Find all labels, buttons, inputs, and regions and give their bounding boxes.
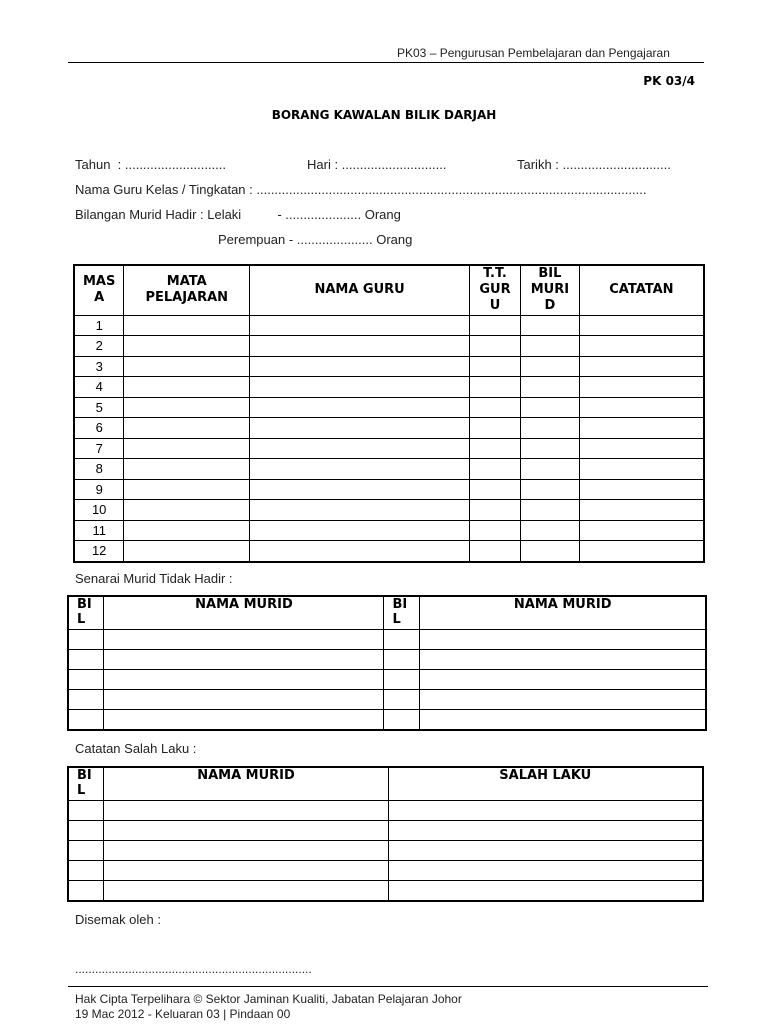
misconduct-cell (388, 800, 703, 820)
absent-row (68, 649, 706, 669)
field-perempuan: Perempuan - ..................... Orang (218, 232, 413, 247)
absent-cell (384, 649, 420, 669)
timetable-cell (579, 541, 704, 562)
timetable-cell (124, 438, 250, 459)
col-nama-guru: NAMA GURU (250, 265, 470, 315)
col-masa: MAS A (74, 265, 124, 315)
period-number: 12 (74, 541, 124, 562)
period-number: 11 (74, 520, 124, 541)
col-tt-guru: T.T. GUR U (470, 265, 521, 315)
label-catatan-salah-laku: Catatan Salah Laku : (75, 741, 197, 756)
period-number: 9 (74, 479, 124, 500)
timetable-cell (250, 377, 470, 398)
period-number: 2 (74, 336, 124, 357)
misconduct-table (67, 766, 704, 902)
timetable-row (74, 500, 704, 521)
absent-cell (420, 649, 706, 669)
footer-version: 19 Mac 2012 - Keluaran 03 | Pindaan 00 (75, 1007, 291, 1021)
timetable-cell (520, 479, 579, 500)
timetable-row (74, 520, 704, 541)
col-nama-murid-1: NAMA MURID (104, 596, 384, 629)
timetable-cell (250, 500, 470, 521)
misconduct-cell (388, 860, 703, 880)
timetable-cell (250, 438, 470, 459)
timetable-cell (520, 315, 579, 336)
col-mata-pelajaran: MATA PELAJARAN (124, 265, 250, 315)
timetable-cell (124, 459, 250, 480)
timetable-cell (124, 336, 250, 357)
timetable-cell (470, 479, 521, 500)
timetable-cell (124, 315, 250, 336)
timetable-cell (579, 397, 704, 418)
timetable-cell (124, 418, 250, 439)
misconduct-cell (104, 860, 388, 880)
absent-cell (420, 629, 706, 649)
col-bil-murid: BIL MURI D (520, 265, 579, 315)
misconduct-row (68, 880, 703, 901)
misconduct-cell (68, 800, 104, 820)
timetable-cell (470, 438, 521, 459)
misconduct-cell (388, 840, 703, 860)
misconduct-row (68, 800, 703, 820)
period-number: 10 (74, 500, 124, 521)
period-number: 1 (74, 315, 124, 336)
timetable-row (74, 315, 704, 336)
absent-cell (104, 669, 384, 689)
timetable-row (74, 541, 704, 562)
period-number: 8 (74, 459, 124, 480)
timetable-cell (250, 520, 470, 541)
timetable-cell (124, 541, 250, 562)
timetable-cell (520, 377, 579, 398)
timetable-cell (470, 459, 521, 480)
timetable-cell (470, 336, 521, 357)
timetable-row (74, 459, 704, 480)
absent-cell (420, 669, 706, 689)
absent-cell (420, 689, 706, 709)
misconduct-cell (68, 880, 104, 901)
timetable-cell (124, 377, 250, 398)
absent-cell (384, 689, 420, 709)
col-bil-1: BI L (68, 596, 104, 629)
col-bil-2: BI L (384, 596, 420, 629)
timetable-row (74, 438, 704, 459)
absent-cell (68, 629, 104, 649)
form-title: BORANG KAWALAN BILIK DARJAH (271, 108, 497, 122)
misconduct-cell (104, 820, 388, 840)
timetable-cell (470, 377, 521, 398)
timetable-cell (520, 418, 579, 439)
timetable-header-row (74, 265, 704, 315)
timetable-cell (470, 397, 521, 418)
absent-students-table (67, 595, 707, 731)
misconduct-cell (68, 860, 104, 880)
misconduct-header-row (68, 767, 703, 800)
timetable-cell (124, 520, 250, 541)
label-senarai-tidak-hadir: Senarai Murid Tidak Hadir : (75, 571, 233, 586)
absent-header-row (68, 596, 706, 629)
timetable-cell (520, 500, 579, 521)
timetable-cell (470, 520, 521, 541)
timetable-cell (250, 418, 470, 439)
absent-cell (384, 629, 420, 649)
period-number: 6 (74, 418, 124, 439)
timetable-row (74, 397, 704, 418)
timetable-cell (250, 459, 470, 480)
timetable-table (73, 264, 705, 563)
absent-cell (68, 689, 104, 709)
col-catatan: CATATAN (579, 265, 704, 315)
timetable-cell (124, 500, 250, 521)
timetable-cell (124, 356, 250, 377)
timetable-cell (579, 520, 704, 541)
col-nama-murid: NAMA MURID (104, 767, 388, 800)
misconduct-row (68, 820, 703, 840)
timetable-cell (250, 397, 470, 418)
header-text: PK03 – Pengurusan Pembelajaran dan Pengajaran (397, 46, 670, 60)
field-hari: Hari : ............................. (307, 157, 447, 172)
timetable-cell (579, 479, 704, 500)
footer-copyright: Hak Cipta Terpelihara © Sektor Jaminan Kualiti, Jabatan Pelajaran Johor (75, 992, 462, 1006)
misconduct-cell (388, 880, 703, 901)
misconduct-cell (68, 820, 104, 840)
timetable-cell (250, 356, 470, 377)
timetable-cell (579, 459, 704, 480)
timetable-cell (520, 459, 579, 480)
label-disemak-oleh: Disemak oleh : (75, 912, 161, 927)
timetable-cell (579, 500, 704, 521)
timetable-cell (520, 438, 579, 459)
signature-line: ....................................................................... (75, 962, 312, 976)
col-salah-laku: SALAH LAKU (388, 767, 703, 800)
timetable-cell (579, 418, 704, 439)
absent-cell (104, 649, 384, 669)
absent-cell (68, 709, 104, 730)
timetable-row (74, 479, 704, 500)
timetable-cell (470, 541, 521, 562)
period-number: 4 (74, 377, 124, 398)
timetable-cell (520, 356, 579, 377)
absent-cell (104, 689, 384, 709)
timetable-cell (124, 397, 250, 418)
field-tarikh: Tarikh : .............................. (517, 157, 671, 172)
absent-row (68, 689, 706, 709)
timetable-cell (579, 438, 704, 459)
absent-row (68, 669, 706, 689)
timetable-cell (470, 356, 521, 377)
absent-cell (420, 709, 706, 730)
misconduct-cell (68, 840, 104, 860)
absent-cell (384, 669, 420, 689)
misconduct-cell (104, 880, 388, 901)
timetable-row (74, 336, 704, 357)
timetable-cell (470, 500, 521, 521)
form-code: PK 03/4 (643, 74, 695, 88)
misconduct-row (68, 860, 703, 880)
timetable-cell (470, 315, 521, 336)
col-bil: BI L (68, 767, 104, 800)
absent-cell (68, 669, 104, 689)
timetable-cell (579, 336, 704, 357)
timetable-row (74, 377, 704, 398)
timetable-cell (250, 541, 470, 562)
field-bilangan-lelaki: Bilangan Murid Hadir : Lelaki - ..................... Orang (75, 207, 401, 222)
timetable-cell (579, 377, 704, 398)
timetable-cell (250, 315, 470, 336)
timetable-cell (579, 315, 704, 336)
timetable-cell (520, 520, 579, 541)
misconduct-cell (104, 840, 388, 860)
absent-cell (68, 649, 104, 669)
timetable-cell (250, 336, 470, 357)
timetable-cell (470, 418, 521, 439)
period-number: 7 (74, 438, 124, 459)
timetable-cell (520, 336, 579, 357)
timetable-cell (250, 479, 470, 500)
field-nama-guru: Nama Guru Kelas / Tingkatan : ............................................................................................................ (75, 182, 647, 197)
col-nama-murid-2: NAMA MURID (420, 596, 706, 629)
field-tahun: Tahun : ............................ (75, 157, 226, 172)
timetable-cell (520, 397, 579, 418)
timetable-row (74, 418, 704, 439)
period-number: 5 (74, 397, 124, 418)
header-rule (68, 62, 704, 63)
absent-cell (104, 629, 384, 649)
timetable-cell (124, 479, 250, 500)
absent-cell (384, 709, 420, 730)
footer-rule (68, 986, 708, 987)
misconduct-cell (388, 820, 703, 840)
misconduct-cell (104, 800, 388, 820)
absent-cell (104, 709, 384, 730)
timetable-cell (579, 356, 704, 377)
absent-row (68, 709, 706, 730)
period-number: 3 (74, 356, 124, 377)
absent-row (68, 629, 706, 649)
timetable-row (74, 356, 704, 377)
misconduct-row (68, 840, 703, 860)
timetable-cell (520, 541, 579, 562)
